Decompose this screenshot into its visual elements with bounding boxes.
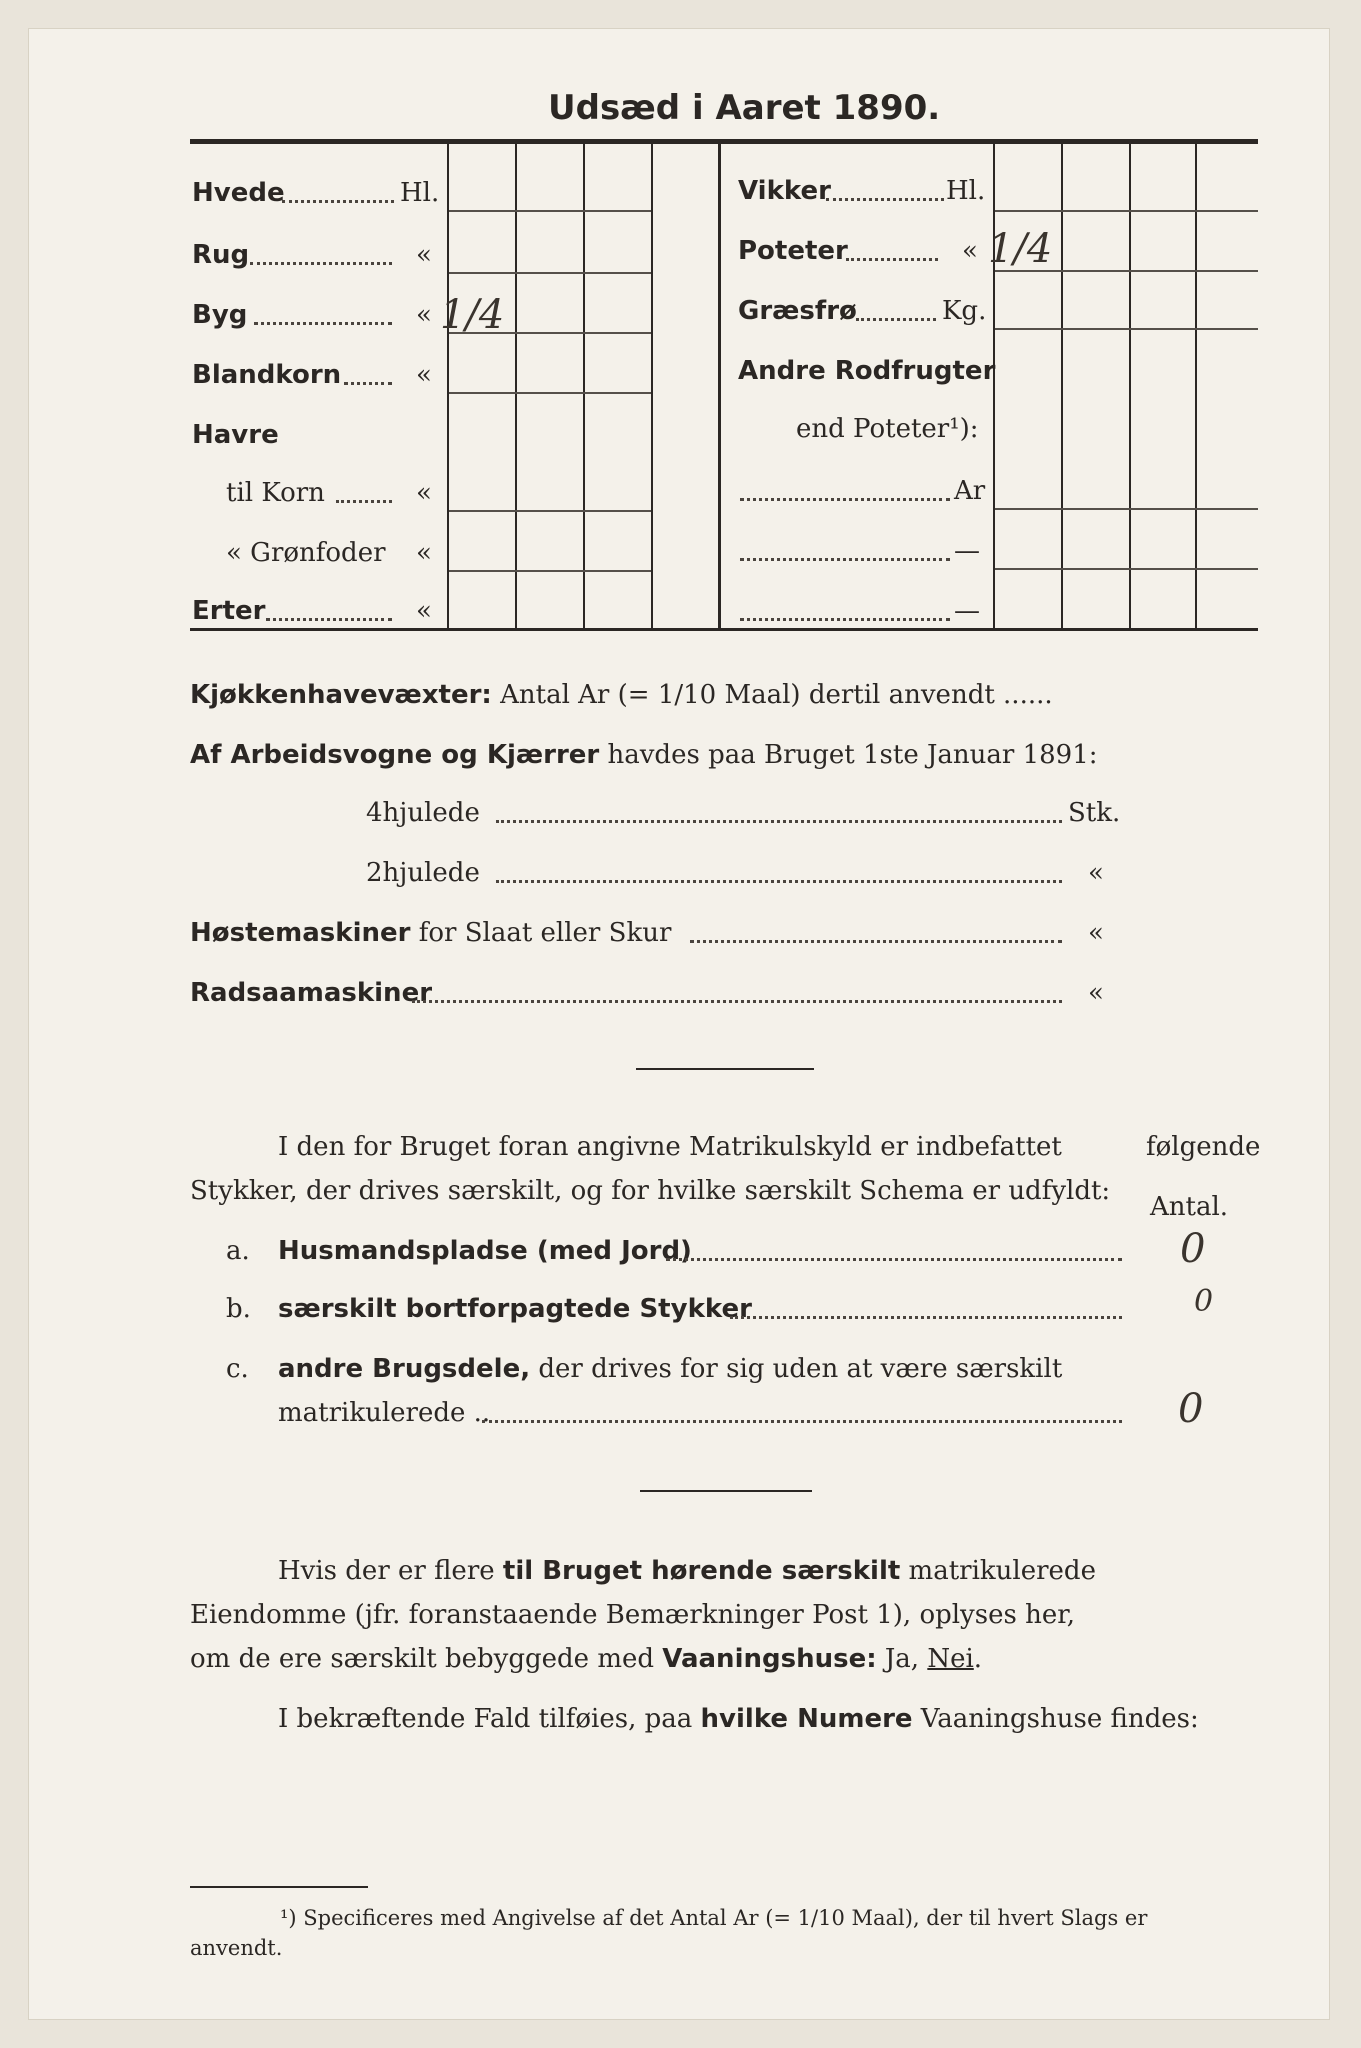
leader-dots: [496, 820, 1062, 823]
section-separator: [636, 1068, 814, 1070]
leader-dots: [730, 1316, 1122, 1319]
cell-rule: [449, 392, 651, 394]
two-wheel-label: 2hjulede: [366, 858, 480, 888]
row-poteter-label: Poteter: [738, 236, 848, 266]
four-wheel-unit: Stk.: [1068, 798, 1121, 828]
row-erter-label: Erter: [192, 596, 266, 626]
row-rug-unit: «: [416, 240, 432, 270]
antal-header: Antal.: [1150, 1192, 1229, 1222]
row-blank-2-unit: —: [954, 536, 980, 566]
leader-dots: [740, 618, 950, 621]
leader-dots: [266, 618, 392, 621]
footnote-line1: ¹) Specificeres med Angivelse af det Antal Ar (= 1/10 Maal), der til hvert Slags er: [280, 1906, 1148, 1930]
item-c-line2: matrikulerede ..: [278, 1398, 491, 1428]
row-andre-rodfrugter-label: Andre Rodfrugter: [738, 356, 996, 386]
row-byg-unit: «: [416, 300, 432, 330]
leader-dots: [846, 258, 938, 261]
cell-rule: [995, 328, 1258, 330]
footnote-line2: anvendt.: [190, 1936, 283, 1960]
right-col-divider-1: [993, 144, 995, 628]
matrikul-para-line1-end: følgende: [1146, 1132, 1261, 1162]
row-erter-unit: «: [416, 596, 432, 626]
row-end-poteter-label: end Poteter¹):: [796, 414, 979, 444]
right-col-divider-2: [1061, 144, 1063, 628]
left-col-divider-2: [515, 144, 517, 628]
left-col-divider-4: [651, 144, 653, 628]
table-top-rule: [190, 139, 1258, 144]
cell-rule: [449, 272, 651, 274]
footnote-rule: [190, 1886, 368, 1888]
table-bottom-rule: [190, 628, 1258, 631]
harvesters-line: Høstemaskiner for Slaat eller Skur: [190, 918, 672, 948]
leader-dots: [690, 940, 1062, 943]
item-c-value: 0: [1178, 1386, 1204, 1432]
matrikul-para-line1: I den for Bruget foran angivne Matrikulskyld er indbefattet: [278, 1132, 1062, 1162]
row-hvede-label: Hvede: [192, 178, 285, 208]
leader-dots: [856, 318, 936, 321]
leader-dots: [344, 382, 392, 385]
right-col-divider-4: [1195, 144, 1197, 628]
item-c-letter: c.: [226, 1354, 249, 1384]
item-b-value: 0: [1194, 1284, 1214, 1319]
left-col-divider-1: [447, 144, 449, 628]
row-rug-label: Rug: [192, 240, 250, 270]
wagons-heading-line: Af Arbeidsvogne og Kjærrer havdes paa Bruget 1ste Januar 1891:: [190, 740, 1098, 770]
nei-answer: Nei: [927, 1644, 974, 1674]
row-vikker-label: Vikker: [738, 176, 831, 206]
leader-dots: [412, 1000, 1062, 1003]
table-center-divider: [718, 144, 721, 628]
leader-dots: [496, 880, 1062, 883]
cell-rule: [995, 508, 1258, 510]
row-gronfoder-label: « Grønfoder: [226, 538, 386, 568]
cell-rule: [995, 210, 1258, 212]
poteter-handwritten-value: 1/4: [988, 226, 1053, 272]
item-b-label: særskilt bortforpagtede Stykker: [278, 1294, 752, 1324]
item-a-letter: a.: [226, 1236, 250, 1266]
leader-dots: [740, 498, 950, 501]
four-wheel-label: 4hjulede: [366, 798, 480, 828]
seeders-unit: «: [1088, 978, 1104, 1008]
row-poteter-unit: «: [962, 236, 978, 266]
cell-rule: [449, 570, 651, 572]
leader-dots: [254, 322, 392, 325]
row-blandkorn-unit: «: [416, 360, 432, 390]
left-col-divider-3: [583, 144, 585, 628]
page-title: Udsæd i Aaret 1890.: [548, 88, 941, 128]
hvis-para-line4: I bekræftende Fald tilføies, paa hvilke Numere Vaaningshuse findes:: [278, 1704, 1199, 1734]
leader-dots: [740, 558, 950, 561]
row-blank-3-unit: —: [954, 596, 980, 626]
row-havre-label: Havre: [192, 420, 279, 450]
row-blank-1-unit: Ar: [954, 476, 986, 506]
leader-dots: [826, 198, 944, 201]
seeders-label: Radsaamaskiner: [190, 978, 433, 1008]
cell-rule: [449, 210, 651, 212]
byg-handwritten-value: 1/4: [440, 292, 505, 338]
leader-dots: [482, 1420, 1122, 1423]
item-b-letter: b.: [226, 1294, 251, 1324]
kitchen-garden-line: Kjøkkenhavevæxter: Antal Ar (= 1/10 Maal) dertil anvendt ......: [190, 680, 1053, 710]
cell-rule: [995, 568, 1258, 570]
row-til-korn-unit: «: [416, 478, 432, 508]
item-a-label: Husmandspladse (med Jord): [278, 1236, 692, 1266]
row-byg-label: Byg: [192, 300, 248, 330]
harvesters-unit: «: [1088, 918, 1104, 948]
cell-rule: [449, 510, 651, 512]
leader-dots: [250, 262, 392, 265]
item-a-value: 0: [1180, 1226, 1206, 1272]
hvis-para-line3: om de ere særskilt bebyggede med Vaaningshuse: Ja, Nei.: [190, 1644, 983, 1674]
two-wheel-unit: «: [1088, 858, 1104, 888]
row-graesfro-unit: Kg.: [942, 296, 987, 326]
row-blandkorn-label: Blandkorn: [192, 360, 342, 390]
row-graesfro-label: Græsfrø: [738, 296, 857, 326]
right-col-divider-3: [1129, 144, 1131, 628]
row-hvede-unit: Hl.: [400, 178, 440, 208]
section-separator-2: [640, 1490, 812, 1492]
leader-dots: [666, 1258, 1122, 1261]
hvis-para-line2: Eiendomme (jfr. foranstaaende Bemærkninger Post 1), oplyses her,: [190, 1600, 1076, 1630]
matrikul-para-line2: Stykker, der drives særskilt, og for hvilke særskilt Schema er udfyldt:: [190, 1176, 1111, 1206]
leader-dots: [336, 500, 392, 503]
hvis-para-line1: Hvis der er flere til Bruget hørende særskilt matrikulerede: [278, 1556, 1096, 1586]
row-vikker-unit: Hl.: [946, 176, 986, 206]
item-c-line1: andre Brugsdele, der drives for sig uden at være særskilt: [278, 1354, 1063, 1384]
row-til-korn-label: til Korn: [226, 478, 325, 508]
row-gronfoder-unit: «: [416, 538, 432, 568]
leader-dots: [282, 200, 394, 203]
